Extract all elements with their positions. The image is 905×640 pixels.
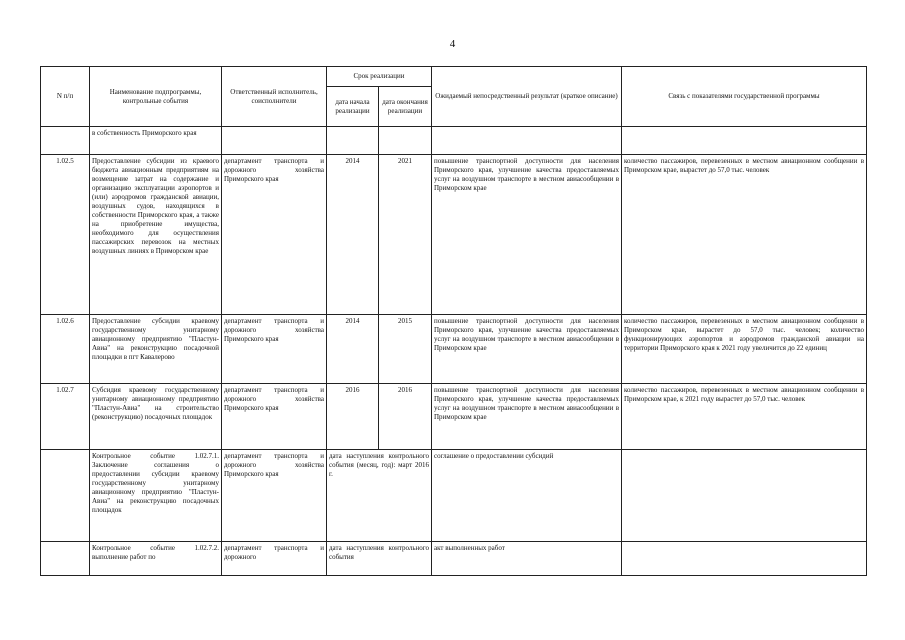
row-link: количество пассажиров, перевезенных в местном авиационном сообщении в Приморском крае, к 2021 году вырастет до 57,0 тыс. человек (622, 384, 867, 450)
row-name: Предоставление субсидии из краевого бюджета авиационным предприятиям на возмещение затрат на содержание и организацию эксплуатации аэропортов и (или) аэродромов гражданской авиации, воздушных судов, находящихся в собственности Приморского края, а также на приобретение имущества, необходимого для осуществления пассажирских перевозок на местных воздушных линиях в Приморском крае (90, 155, 222, 315)
row-result: повышение транспортной доступности для населения Приморского края, улучшение качества предоставляемых услуг на воздушном транспорте в местном авиасообщении в Приморском крае (432, 155, 622, 315)
row-link: количество пассажиров, перевезенных в местном авиационном сообщении в Приморском крае, вырастет до 57,0 тыс. человек (622, 155, 867, 315)
row-end: 2016 (379, 384, 432, 450)
row-name: Контрольное событие 1.02.7.1. Заключение соглашения о предоставлении субсидии краевому государственному унитарному авиационному предприятию "Пластун-Авиа" на реконструкцию посадочных площадок (90, 450, 222, 542)
row-end: 2015 (379, 315, 432, 384)
row-num (41, 450, 90, 542)
header-num: N п/п (41, 67, 90, 127)
row-start: 2014 (327, 155, 379, 315)
row-name: Предоставление субсидии краевому государственному унитарному авиационному предприятию "Пластун-Авиа" на реконструкцию посадочной площадки в пгт Кавалерово (90, 315, 222, 384)
row-responsible: департамент транспорта и дорожного хозяйства Приморского края (222, 315, 327, 384)
row-result: повышение транспортной доступности для населения Приморского края, улучшение качества предоставляемых услуг на воздушном транспорте в местном авиасообщении в Приморском крае (432, 315, 622, 384)
header-start-date: дата начала реализации (327, 87, 379, 127)
row-event-date: дата наступления контрольного события (месяц, год): март 2016 г. (327, 450, 432, 542)
row-responsible: департамент транспорта и дорожного хозяйства Приморского края (222, 450, 327, 542)
header-period: Срок реализации (327, 67, 432, 87)
row-name: Субсидия краевому государственному унитарному авиационному предприятию "Пластун-Авиа" на строительство (реконструкцию) посадочных площадок (90, 384, 222, 450)
row-num: 1.02.6 (41, 315, 90, 384)
row-num: 1.02.5 (41, 155, 90, 315)
table-row (41, 542, 867, 576)
row-end (379, 127, 432, 155)
row-responsible: департамент транспорта и дорожного хозяйства Приморского края (222, 155, 327, 315)
row-result: акт выполненных работ (432, 542, 622, 576)
table-row (41, 127, 867, 155)
row-responsible: департамент транспорта и дорожного хозяйства Приморского края (222, 384, 327, 450)
row-num (41, 542, 90, 576)
row-name: в собственность Приморского края (90, 127, 222, 155)
row-responsible: департамент транспорта и дорожного (222, 542, 327, 576)
header-name: Наименование подпрограммы, контрольные события (90, 67, 222, 127)
row-num: 1.02.7 (41, 384, 90, 450)
row-link (622, 542, 867, 576)
row-num (41, 127, 90, 155)
table-row (41, 450, 867, 542)
row-start: 2016 (327, 384, 379, 450)
header-link: Связь с показателями государственной программы (622, 67, 867, 127)
row-name: Контрольное событие 1.02.7.2. выполнение работ по (90, 542, 222, 576)
row-start (327, 127, 379, 155)
row-start: 2014 (327, 315, 379, 384)
row-link (622, 127, 867, 155)
program-table (40, 66, 867, 576)
page-number: 4 (449, 38, 456, 50)
row-result: соглашение о предоставлении субсидий (432, 450, 622, 542)
row-result: повышение транспортной доступности для населения Приморского края, улучшение качества предоставляемых услуг на воздушном транспорте в местном авиасообщении в Приморском крае (432, 384, 622, 450)
row-end: 2021 (379, 155, 432, 315)
table-row (41, 315, 867, 384)
row-event-date: дата наступления контрольного события (327, 542, 432, 576)
header-result: Ожидаемый непосредственный результат (краткое описание) (432, 67, 622, 127)
row-result (432, 127, 622, 155)
header-responsible: Ответственный исполнитель, соисполнители (222, 67, 327, 127)
table-row (41, 384, 867, 450)
row-responsible (222, 127, 327, 155)
row-link (622, 450, 867, 542)
header-end-date: дата окончания реализации (379, 87, 432, 127)
table-row (41, 155, 867, 315)
row-link: количество пассажиров, перевезенных в местном авиационном сообщении в Приморском крае, вырастет до 57,0 тыс. человек; количество функционирующих аэропортов и аэродромов гражданской авиации на территории Приморского края к 2021 году увеличится до 22 единиц (622, 315, 867, 384)
